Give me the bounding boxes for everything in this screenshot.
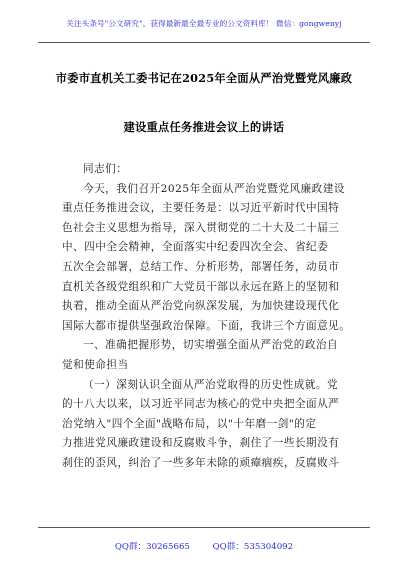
salutation: 同志们： (83, 163, 128, 175)
paragraph-line: 重点任务推进会议，主要任务是：以习近平新时代中国特 (62, 202, 340, 215)
paragraph-line: 国际大都市提供坚强政治保障。下面，我讲三个方面意见。 (62, 319, 351, 332)
subsection-1 (62, 376, 346, 474)
section-heading-line: 觉和使命担当 (62, 358, 129, 371)
paragraph-line: 中、四中全会精神，全面落实中纪委四次全会、省纪委 (62, 241, 329, 254)
paragraph-line: 执着，推动全面从严治党向纵深发展，为加快建设现代化 (62, 300, 340, 313)
subsection-line: 治党纳入"四个全面"战略布局，以"十年磨一剑"的定 (62, 417, 317, 430)
section-heading-line: 一、准确把握形势，切实增强全面从严治党的政治自 (83, 339, 339, 352)
footer-qq-group-2: QQ群：535304092 (212, 542, 294, 552)
document-title-line-1: 市委市直机关工委书记在2025年全面从严治党暨党风廉政 (55, 71, 353, 85)
paragraph-line: 色社会主义思想为指导，深入贯彻党的二十大及二十届三 (62, 221, 340, 234)
subsection-line: 刹住的歪风，纠治了一些多年未除的顽瘴痼疾，反腐败斗 (62, 456, 340, 469)
footer (0, 540, 408, 552)
footer-divider (38, 527, 370, 528)
paragraph-line: 直机关各级党组织和广大党员干部以永远在路上的坚韧和 (62, 280, 340, 293)
paragraph-1 (62, 180, 351, 337)
header-divider (38, 42, 370, 43)
paragraph-line: 今天，我们召开2025年全面从严治党暨党风廉政建设 (83, 182, 345, 195)
document-body (62, 160, 351, 474)
footer-qq-group-1: QQ群：30265665 (114, 542, 190, 552)
header-notice: 关注头条号"公文研究"，获得最新最全最专业的公文资料库！ 微信：gongwenyj (66, 19, 342, 28)
paragraph-line: 五次全会部署，总结工作、分析形势，部署任务，动员市 (62, 260, 340, 273)
subsection-line: 的十八大以来，以习近平同志为核心的党中央把全面从严 (62, 398, 340, 411)
section-heading-1 (62, 336, 346, 375)
subsection-line: （一）深刻认识全面从严治党取得的历史性成就。党 (83, 378, 339, 391)
document-title-line-2: 建设重点任务推进会议上的讲话 (123, 120, 285, 134)
subsection-line: 力推进党风廉政建设和反腐败斗争，刹住了一些长期没有 (62, 437, 340, 450)
